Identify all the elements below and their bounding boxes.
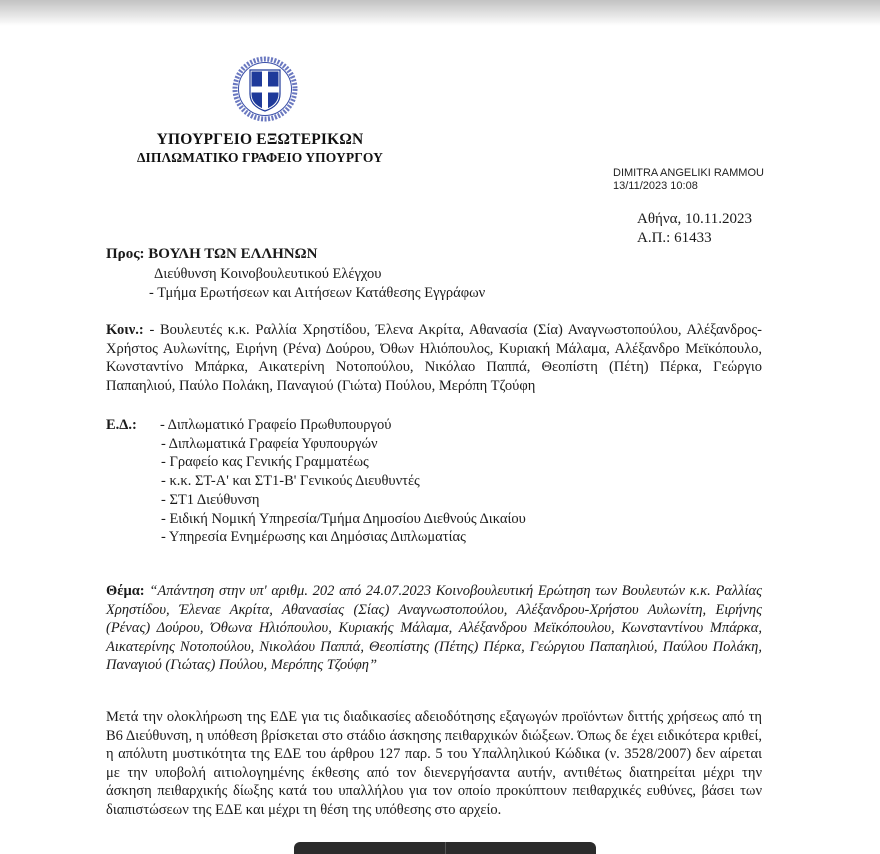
subject-label: Θέμα: xyxy=(106,583,145,599)
list-item: - Γραφείο κας Γενικής Γραμματέως xyxy=(161,454,369,471)
signature-datetime: 13/11/2023 10:08 xyxy=(613,180,698,192)
recipient-label: Προς: xyxy=(106,246,145,262)
internal-distribution-label: Ε.Δ.: xyxy=(106,417,137,433)
recipient-section: - Τμήμα Ερωτήσεων και Αιτήσεων Κατάθεσης Εγγράφων xyxy=(149,285,486,301)
list-item: - Διπλωματικά Γραφεία Υφυπουργών xyxy=(161,435,378,452)
viewer-bottom-toolbar[interactable] xyxy=(294,842,596,854)
list-item: - Υπηρεσία Ενημέρωσης και Δημόσιας Διπλωματίας xyxy=(161,529,466,546)
signer-name: DIMITRA ANGELIKI RAMMOU xyxy=(613,167,764,179)
dateline xyxy=(637,210,752,248)
digital-signature-stamp xyxy=(613,167,764,193)
toolbar-segment-left[interactable] xyxy=(294,842,445,854)
cc-block xyxy=(106,321,762,395)
list-item: - Διπλωματικό Γραφείο Πρωθυπουργού xyxy=(160,417,392,433)
subject-block xyxy=(106,582,762,675)
office-name: ΔΙΠΛΩΜΑΤΙΚΟ ΓΡΑΦΕΙΟ ΥΠΟΥΡΓΟΥ xyxy=(136,150,384,165)
toolbar-segment-right[interactable] xyxy=(445,842,597,854)
recipient-heading xyxy=(106,245,317,264)
cc-text: - Βουλευτές κ.κ. Ραλλία Χρηστίδου, Έλενα Ακρίτα, Αθανασία (Σία) Αναγνωστοπούλου, Αλέξανδρος-Χρήστος Αυλωνίτης, Ειρήνη (Ρένα) Δούρου, Όθων Ηλιόπουλος, Κυριακή Μάλαμα, Αλέξανδρο Μεϊκόπουλο, Κωνσταντίνο Μπάρκα, Αικατερίνη Νοτοπούλου, Νικόλαο Παππά, Θεοπίστη (Πέτη) Πέρκα, Γεώργιο Παπαηλιού, Παύλο Πολάκη, Παναγιού (Γιώτα) Πούλου, Μερόπη Τζούφη xyxy=(106,322,763,394)
subject-text: “Απάντηση στην υπ' αριθμ. 202 από 24.07.2023 Κοινοβουλευτική Ερώτηση των Βουλευτών κ.κ. Ραλλίας Χρηστίδου, Έλεναε Ακρίτα, Αθανασίας (Σίας) Αναγνωστοπούλου, Αλέξανδρου-Χρήστου Αυλωνίτη, Ειρήνης (Ρένας) Δούρου, Όθωνα Ηλιόπουλου, Κυριακής Μάλαμα, Αλέξανδρου Μεϊκόπουλου, Κωνσταντίνου Μπάρκα, Αικατερίνης Νοτοπούλου, Νικολάου Παππά, Θεοπίστης (Πέτης) Πέρκα, Γεώργιου Παπαηλιού, Παύλου Πολάκη, Παναγιού (Γιώτας) Πούλου, Μερόπης Τζούφη” xyxy=(106,583,762,674)
protocol-number: Α.Π.: 61433 xyxy=(637,230,712,246)
list-item: - Ειδική Νομική Υπηρεσία/Τμήμα Δημοσίου Διεθνούς Δικαίου xyxy=(161,510,526,527)
list-item: - κ.κ. ΣΤ-Α' και ΣΤ1-Β' Γενικούς Διευθυντές xyxy=(161,473,420,490)
list-item: - ΣΤ1 Διεύθυνση xyxy=(161,491,260,508)
recipient-department: Διεύθυνση Κοινοβουλευτικού Ελέγχου xyxy=(154,266,382,282)
body-paragraph: Μετά την ολοκλήρωση της ΕΔΕ για τις διαδικασίες αδειοδότησης εξαγωγών προϊόντων διττής χρήσεως από τη Β6 Διεύθυνση, η υπόθεση βρίσκεται στο στάδιο άσκησης πειθαρχικών διώξεων. Όπως δε έχει ειδικότερα κριθεί, η απόλυτη μυστικότητα της ΕΔΕ του άρθρου 127 παρ. 5 του Υπαλληλικού Κώδικα (ν. 3528/2007) δεν αίρεται με την υποβολή αιτιολογημένης έκθεσης από τον διενεργήσαντα αυτήν, αντιθέτως διατηρείται μέχρι την άσκηση πειθαρχικής δίωξης κατά του υπαλλήλου για τον οποίο προκύπτουν πειθαρχικές ευθύνες, βάσει των διαπιστώσεων της ΕΔΕ και μέχρι τη θέση της υπόθεσης στο αρχείο. xyxy=(106,709,762,818)
recipient-name: ΒΟΥΛΗ ΤΩΝ ΕΛΛΗΝΩΝ xyxy=(148,246,318,262)
greek-coat-of-arms-icon xyxy=(232,56,298,122)
cc-label: Κοιν.: xyxy=(106,322,144,338)
ministry-heading xyxy=(110,131,410,166)
internal-distribution-list xyxy=(160,416,526,547)
place-date: Αθήνα, 10.11.2023 xyxy=(637,211,752,227)
ministry-name: ΥΠΟΥΡΓΕΙΟ ΕΞΩΤΕΡΙΚΩΝ xyxy=(156,131,364,148)
